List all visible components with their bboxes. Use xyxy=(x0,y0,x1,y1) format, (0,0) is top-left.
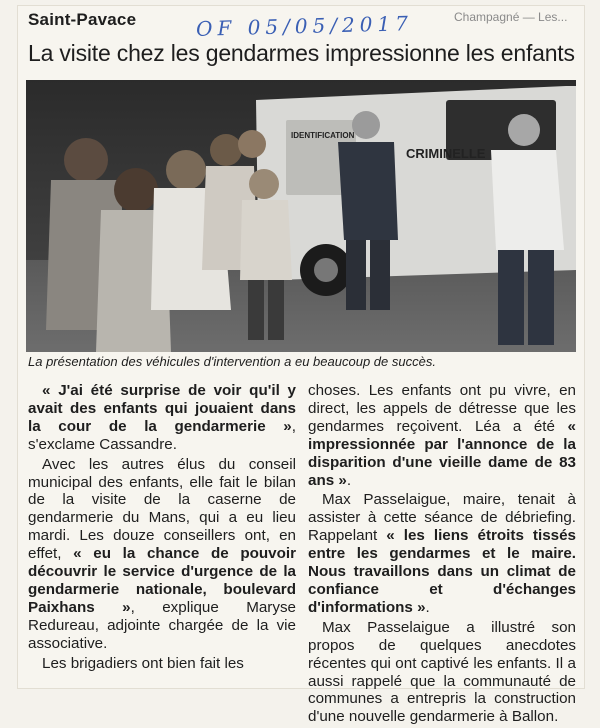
newspaper-clipping xyxy=(18,6,584,726)
van-label-identification: IDENTIFICATION xyxy=(291,131,355,140)
article-column-2 xyxy=(308,382,576,728)
paragraph-2: Avec les autres élus du conseil municipal des enfants, elle fait le bilan de la visite de la caserne de gendarmerie du Mans, qui a eu lieu mardi. Les douze conseillers ont, en effet, « eu la chance de pouvoir découvrir le service d'urgence de la gendarmerie nationale, boulevard Paixhans », explique Maryse Redureau, adjointe chargée de la vie associative. xyxy=(28,455,297,652)
article-photo xyxy=(26,80,576,352)
paragraph-3-continued: choses. Les enfants ont pu vivre, en direct, les appels de détresse que les gendarmes reçoivent. Léa a été « impressionnée par l'annonce de la disparition d'une vieille dame de 83 ans ». xyxy=(308,382,576,489)
paragraph-5: Max Passelaigue a illustré son propos de quelques anecdotes récentes qui ont captivé les enfants. Il a aussi rappelé que la communauté de communes a entrepris la construction d'une nouvelle gendarmerie à Ballon. xyxy=(308,618,576,726)
paragraph-1: « J'ai été surprise de voir qu'il y avait des enfants qui jouaient dans la cour de la gendarmerie », s'exclame Cassandre. xyxy=(28,382,296,453)
quote-redureau: « eu la chance de pouvoir découvrir le service d'urgence de la gendarmerie nationale, boulevard Paixhans » xyxy=(28,545,297,616)
quote-cassandre: « J'ai été surprise de voir qu'il y avait des enfants qui jouaient dans la cour de la gendarmerie » xyxy=(28,382,296,435)
paragraph-4: Max Passelaigue, maire, tenait à assister à cette séance de débriefing. Rappelant « les liens étroits tissés entre les gendarmes et le maire. Nous travaillons dans un climat de confiance et d'échanges d'informations ». xyxy=(308,491,576,616)
paragraph-3: Les brigadiers ont bien fait les xyxy=(42,654,244,672)
article-headline: La visite chez les gendarmes impressionne les enfants xyxy=(28,40,575,66)
photo-illustration xyxy=(26,80,576,352)
adjacent-column-bleed: Champagné — Les... xyxy=(454,10,568,24)
photo-caption: La présentation des véhicules d'intervention a eu beaucoup de succès. xyxy=(28,354,436,369)
section-kicker: Saint-Pavace xyxy=(28,10,137,29)
article-column-1 xyxy=(28,382,296,675)
van-label-criminelle: CRIMINELLE xyxy=(406,146,486,161)
date-stamp: OF 05/05/2017 xyxy=(195,11,414,41)
quote-passelaigue: « les liens étroits tissés entre les gendarmes et le maire. Nous travaillons dans un climat de confiance et d'échanges d'informations » xyxy=(308,527,576,616)
